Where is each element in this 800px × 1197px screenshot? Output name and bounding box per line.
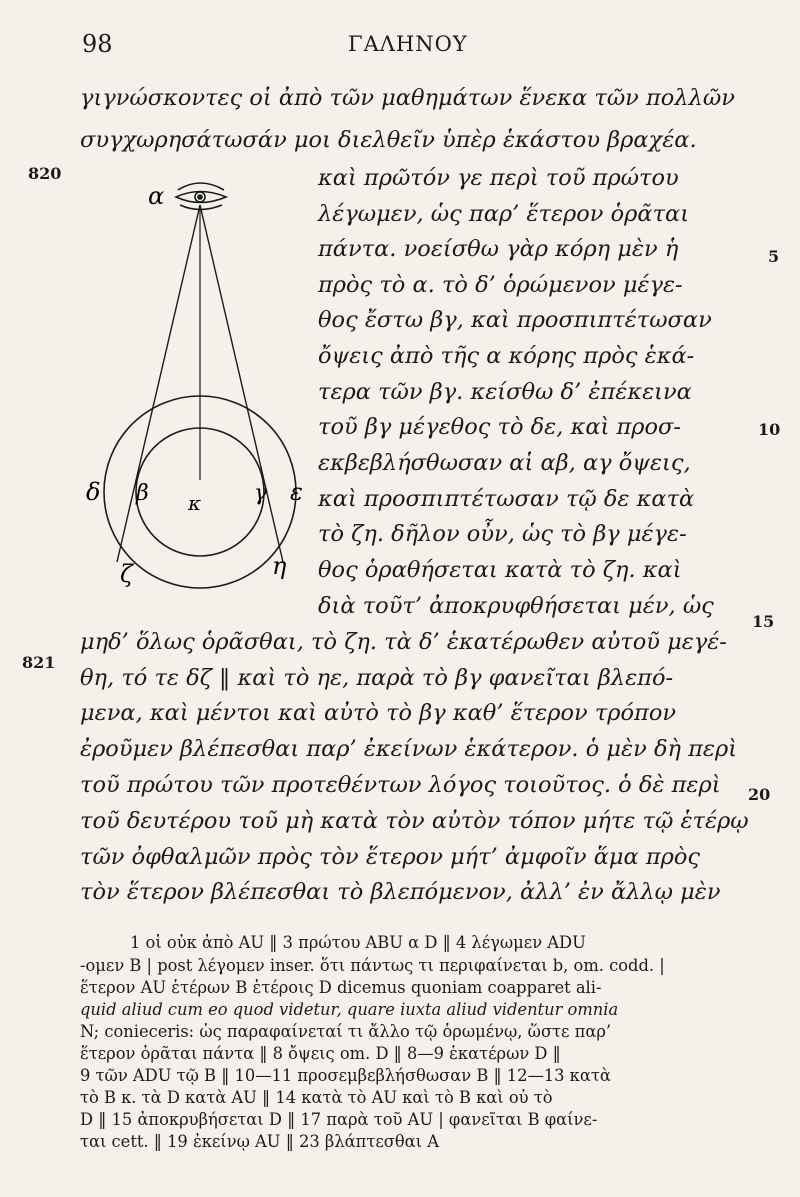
text-line: μενα, καὶ μέντοι καὶ αὐτὸ τὸ βγ καθ’ ἕτερον τρόπον xyxy=(80,700,677,726)
label-kappa: κ xyxy=(188,491,202,515)
text-line: γιγνώσκοντες οἱ ἀπὸ τῶν μαθημάτων ἕνεκα τῶν πολλῶν xyxy=(80,85,735,111)
label-delta: δ xyxy=(86,478,101,506)
text-line: καὶ προσπιπτέτωσαν τῷ δε κατὰ xyxy=(318,486,695,512)
footnote-line: 9 τῶν ADU τῷ B ‖ 10—11 προσεμβεβλήσθωσαν B ‖ 12—13 κατὰ xyxy=(80,1066,611,1085)
footnote-line: ἕτερον ὁρᾶται πάντα ‖ 8 ὄψεις om. D ‖ 8—9 ἑκατέρων D ‖ xyxy=(80,1044,561,1063)
margin-number-5: 5 xyxy=(768,247,780,266)
text-line: τοῦ βγ μέγεθος τὸ δε, καὶ προσ- xyxy=(318,414,682,440)
footnote-line: ται cett. ‖ 19 ἐκείνῳ AU ‖ 23 βλάπτεσθαι A xyxy=(80,1132,439,1151)
margin-number-15: 15 xyxy=(752,612,775,631)
ray-alpha-eta xyxy=(200,205,283,562)
footnote-line: ἕτερον AU ἑτέρων B ἑτέροις D dicemus quoniam coapparet ali- xyxy=(80,978,602,997)
footnote-line: N; conieceris: ὡς παραφαίνεταί τι ἄλλο τῷ ὁρωμένῳ, ὥστε παρ’ xyxy=(80,1022,612,1041)
text-line: τὸν ἕτερον βλέπεσθαι τὸ βλεπόμενον, ἀλλ’ ἐν ἄλλῳ μὲν xyxy=(80,879,721,905)
text-line: τοῦ πρώτου τῶν προτεθέντων λόγος τοιοῦτος. ὁ δὲ περὶ xyxy=(80,772,721,798)
text-line: λέγωμεν, ὡς παρ’ ἕτερον ὁρᾶται xyxy=(318,201,690,227)
margin-number-820: 820 xyxy=(28,164,62,183)
text-line: τῶν ὀφθαλμῶν πρὸς τὸν ἕτερον μήτ’ ἀμφοῖν ἅμα πρὸς xyxy=(80,844,701,870)
text-line: τερα τῶν βγ. κείσθω δ’ ἐπέκεινα xyxy=(318,379,692,405)
footnote-line: -ομεν B | post λέγομεν inser. ὅτι πάντως τι περιφαίνεται b, om. codd. | xyxy=(80,956,665,975)
label-zeta: ζ xyxy=(120,560,134,588)
text-line: τὸ ζη. δῆλον οὖν, ὡς τὸ βγ μέγε- xyxy=(318,521,687,547)
text-line: τοῦ δευτέρου τοῦ μὴ κατὰ τὸν αὐτὸν τόπον μήτε τῷ ἑτέρῳ xyxy=(80,808,749,834)
label-alpha: α xyxy=(148,182,165,210)
footnote-line: τὸ B κ. τὰ D κατὰ AU ‖ 14 κατὰ τὸ AU καὶ τὸ B καὶ οὐ τὸ xyxy=(80,1088,553,1107)
text-line: πάντα. νοείσθω γὰρ κόρη μὲν ἡ xyxy=(318,236,679,262)
label-beta: β xyxy=(136,481,149,506)
eye-icon xyxy=(176,183,226,210)
text-line: συγχωρησάτωσάν μοι διελθεῖν ὑπὲρ ἑκάστου βραχέα. xyxy=(80,127,697,153)
text-line: πρὸς τὸ α. τὸ δ’ ὁρώμενον μέγε- xyxy=(318,272,683,298)
footnote-line: D ‖ 15 ἀποκρυβήσεται D ‖ 17 παρὰ τοῦ AU | φανεῖται B φαίνε- xyxy=(80,1110,598,1129)
margin-number-10: 10 xyxy=(758,420,781,439)
text-line: ὄψεις ἀπὸ τῆς α κόρης πρὸς ἑκά- xyxy=(318,343,695,369)
label-epsilon: ε xyxy=(290,478,303,506)
text-line: εκβεβλήσθωσαν αἱ αβ, αγ ὄψεις, xyxy=(318,450,691,476)
text-line: θος ἔστω βγ, καὶ προσπιπτέτωσαν xyxy=(318,307,712,333)
page-number: 98 xyxy=(82,30,113,58)
optics-diagram xyxy=(60,150,310,600)
text-line: διὰ τοῦτ’ ἀποκρυφθήσεται μέν, ὡς xyxy=(318,593,714,619)
running-title: ΓΑΛΗΝΟΥ xyxy=(348,32,468,56)
text-line: θος ὁραθήσεται κατὰ τὸ ζη. καὶ xyxy=(318,557,682,583)
footnote-line: quid aliud cum eo quod videtur, quare iuxta aliud videntur omnia xyxy=(80,1000,619,1019)
text-line: θη, τό τε δζ ‖ καὶ τὸ ηε, παρὰ τὸ βγ φανεῖται βλεπό- xyxy=(80,665,674,691)
margin-number-821: 821 xyxy=(22,653,56,672)
text-line: μηδ’ ὅλως ὁρᾶσθαι, τὸ ζη. τὰ δ’ ἑκατέρωθεν αὐτοῦ μεγέ- xyxy=(80,629,727,655)
label-gamma: γ xyxy=(254,481,268,506)
label-eta: η xyxy=(272,552,287,580)
footnote-line: 1 οἱ οὐκ ἀπὸ AU ‖ 3 πρώτου ABU α D ‖ 4 λέγωμεν ADU xyxy=(130,933,586,952)
text-line: ἐροῦμεν βλέπεσθαι παρ’ ἐκείνων ἑκάτερον. ὁ μὲν δὴ περὶ xyxy=(80,736,738,762)
margin-number-20: 20 xyxy=(748,785,771,804)
text-line: καὶ πρῶτόν γε περὶ τοῦ πρώτου xyxy=(318,165,679,191)
